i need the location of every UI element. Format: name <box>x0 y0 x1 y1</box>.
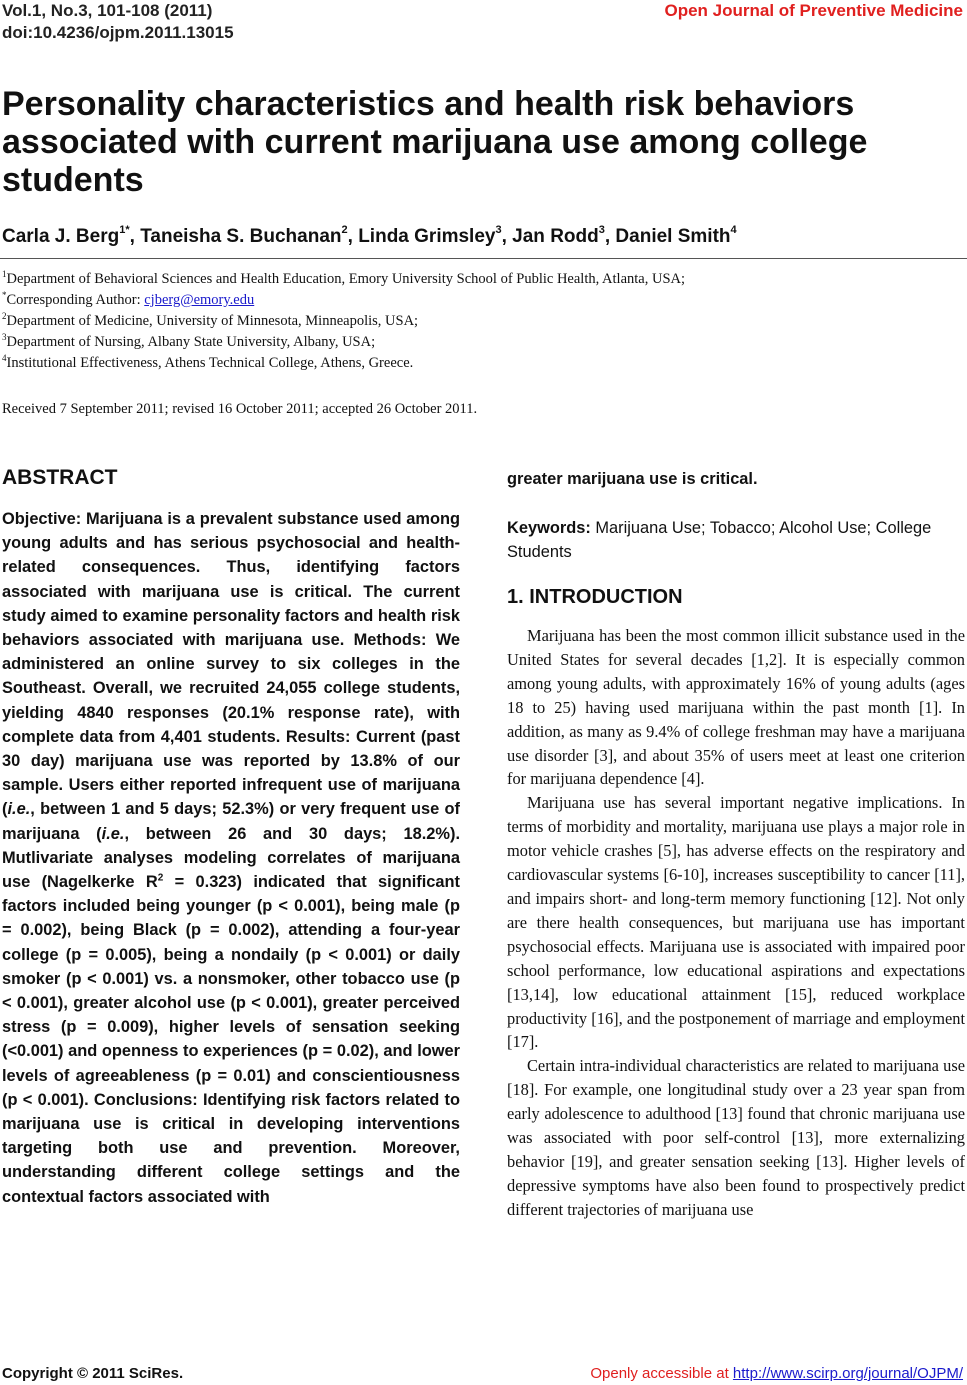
doi: doi:10.4236/ojpm.2011.13015 <box>2 23 234 42</box>
open-access-note: Openly accessible at http://www.scirp.org/journal/OJPM/ <box>590 1365 963 1382</box>
author-affil-marker: 1* <box>119 223 130 236</box>
affiliations <box>2 269 685 374</box>
running-header <box>2 0 234 44</box>
email-link[interactable]: cjberg@emory.edu <box>144 292 255 308</box>
volume-info: Vol.1, No.3, 101-108 (2011) <box>2 1 213 20</box>
affiliation-item: $^4$Institutional Effectiveness, Athens Technical College, Athens, Greece. <box>2 353 414 371</box>
author-affil-marker: 3 <box>495 223 502 236</box>
keywords <box>507 516 965 564</box>
affiliation-item: $^2$Department of Medicine, University of Minnesota, Minneapolis, USA; <box>2 311 419 329</box>
abstract-heading: ABSTRACT <box>2 466 118 489</box>
author-name: Linda Grimsley <box>358 226 496 247</box>
intro-paragraph: Certain intra-individual characteristics are related to marijuana use [18]. For example, one longitudinal study over a 23 year span from early adolescence to adulthood [13] found that chronic marijuana use was associated with poor self-control [13], more externalizing behavior [19], and greater sensation seeking [13]. Higher levels of depressive symptoms have also been found to prospectively predict different trajectories of marijuana use <box>507 1056 965 1219</box>
right-column <box>507 468 965 1222</box>
keywords-label: Keywords: <box>507 519 591 537</box>
paper-title: Personality characteristics and health risk behaviors associated with current marijuana use among college students <box>2 85 868 199</box>
author-name: Carla J. Berg <box>2 226 120 247</box>
author-name: Daniel Smith <box>615 226 731 247</box>
intro-paragraph: Marijuana use has several important negative implications. In terms of morbidity and mortality, marijuana use plays a major role in motor vehicle crashes [5], has adverse effects on the respiratory and cardiovascular systems [6-10], increases susceptibility to cancer [11], and impairs short- and long-term memory functioning [12]. Not only are there health consequences, but marijuana use has important psychosocial effects. Marijuana use is associated with impaired poor school performance, low educational aspirations and expectations [13,14], low educational attainment [15], reduced workplace productivity [16], and the postponement of marriage and employment [17]. <box>507 793 965 1052</box>
copyright: Copyright © 2011 SciRes. <box>2 1365 184 1382</box>
received-dates: Received 7 September 2011; revised 16 October 2011; accepted 26 October 2011. <box>2 401 478 417</box>
affiliation-item: $^3$Department of Nursing, Albany State University, Albany, USA; <box>2 332 376 350</box>
section-heading-introduction: 1. INTRODUCTION <box>507 586 683 608</box>
corresponding-author: *Corresponding Author: cjberg@emory.edu <box>2 290 255 308</box>
author-name: Taneisha S. Buchanan <box>140 226 342 247</box>
left-column <box>2 465 460 1209</box>
abstract-continuation: greater marijuana use is critical. <box>507 470 758 488</box>
author-list: Carla J. Berg$^{1*}$, Taneisha S. Buchanan$^2$, Linda Grimsley$^3$, Jan Rodd$^3$, Daniel Smith$^4$ <box>2 223 737 247</box>
author-affil-marker: 2 <box>341 223 348 236</box>
author-affil-marker: 4 <box>730 223 737 236</box>
header-divider <box>0 258 967 259</box>
keywords-text: Marijuana Use; Tobacco; Alcohol Use; College Students <box>507 519 932 561</box>
author-name: Jan Rodd <box>512 226 599 247</box>
intro-paragraph: Marijuana has been the most common illicit substance used in the United States for several decades [1,2]. It is especially common among young adults, with approximately 16% of young adults (ages 18 to 25) having used marijuana within the past month [1]. In addition, as many as 9.4% of college freshman may have a marijuana use disorder [3], and about 35% of users meet at least one criterion for marijuana dependence [4]. <box>507 626 965 789</box>
journal-name: Open Journal of Preventive Medicine <box>664 1 963 20</box>
abstract-body: Objective: Marijuana is a prevalent substance used among young adults and has serious psychosocial and health-related consequences. Thus, identifying factors associated with marijuana use is critical. The current study aimed to examine personality factors and health risk behaviors associated with marijuana use. Methods: We administered an online survey to six colleges in the Southeast. Overall, we recruited 24,055 college students, yielding 4840 responses (20.1% response rate), with complete data from 4,401 students. Results: Current (past 30 day) marijuana use was reported by 13.8% of our sample. Users either reported infrequent use of marijuana (i.e., between 1 and 5 days; 52.3%) or very frequent use of marijuana (i.e., between 26 and 30 days; 18.2%). Mutlivariate analyses modeling correlates of marijuana use (Nagelkerke $R^2 = 0.323$) indicated that significant factors included being younger (p < 0.001), being male (p = 0.002), being Black (p = 0.002), attending a four-year college (p = 0.005), being a nondaily (p < 0.001) or daily smoker (p < 0.001) vs. a nonsmoker, other tobacco use (p < 0.001), greater alcohol use (p < 0.001), greater perceived stress (p = 0.009), higher levels of sensation seeking (<0.001) and openness to experiences (p = 0.02), and lower levels of agreeableness (p = 0.01) and conscientiousness (p < 0.001). Conclusions: Identifying risk factors related to marijuana use is critical in developing interventions targeting both use and prevention. Moreover, understanding different college settings and the contextual factors associated with <box>2 510 460 1206</box>
affiliation-item: $^1$Department of Behavioral Sciences and Health Education, Emory University School of Public Health, Atlanta, USA; <box>2 269 686 287</box>
journal-url-link[interactable]: http://www.scirp.org/journal/OJPM/ <box>732 1365 963 1382</box>
author-affil-marker: 3 <box>598 223 605 236</box>
